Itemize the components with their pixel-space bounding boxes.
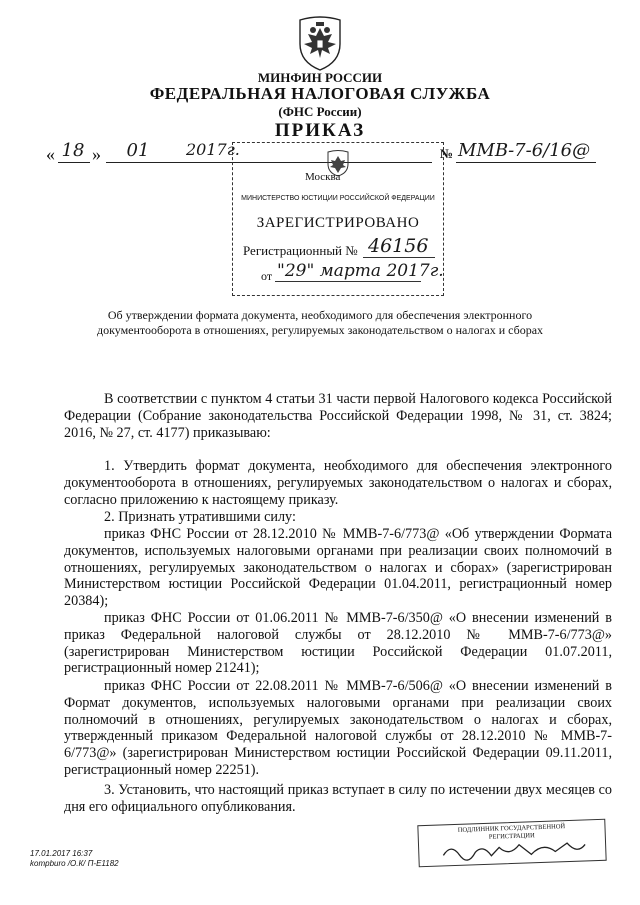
ministry-name: МИНФИН РОССИИ [257, 70, 383, 85]
stamp-city: Москва [305, 171, 341, 183]
print-timestamp: 17.01.2017 16:37 [30, 849, 93, 858]
file-reference: kompburo /О.К/ П-Е1182 [30, 859, 119, 868]
preamble-paragraph: В соответствии с пунктом 4 статьи 31 части первой Налогового кодекса Российской Федерации (Собрание законодательства Российской Федерации 1998, № 31, ст. 3824; 2016, № 27, ст. 4177) приказываю: [64, 391, 612, 441]
service-abbreviation: (ФНС России) [278, 104, 362, 119]
signature-scribble [439, 836, 590, 863]
registration-stamp [232, 142, 444, 296]
close-quote: » [92, 144, 101, 164]
original-registration-stamp [417, 819, 606, 868]
stamp-reg-label: Регистрационный № [243, 243, 358, 258]
original-stamp-line-1: ПОДЛИННИК ГОСУДАРСТВЕННОЙ [457, 823, 566, 834]
repealed-order-2: приказ ФНС России от 01.06.2011 № ММВ-7-6/350@ «О внесении изменений в приказ Федеральной налоговой службы от 28.12.2010 № ММВ-7-6/773@» (зарегистрирован Министерством юстиции Российской Федерации 01.07.2011, регистрационный номер 21241); [64, 610, 612, 677]
clause-2-intro: 2. Признать утратившими силу: [104, 509, 296, 525]
open-quote: « [46, 144, 55, 164]
order-day: 18 [61, 140, 85, 161]
order-number: ММВ-7-6/16@ [458, 140, 591, 161]
order-number-label: № [440, 146, 454, 161]
stamp-date-prefix: от [261, 269, 273, 283]
order-title-line-1: Об утверждении формата документа, необходимого для обеспечения электронного [107, 308, 533, 322]
coat-of-arms-emblem [294, 14, 346, 72]
document-type: ПРИКАЗ [274, 120, 366, 141]
stamp-status: ЗАРЕГИСТРИРОВАНО [256, 215, 420, 231]
stamp-ministry: МИНИСТЕРСТВО ЮСТИЦИИ РОССИЙСКОЙ ФЕДЕРАЦИИ [241, 195, 435, 202]
stamp-reg-number: 46156 [368, 235, 429, 257]
repealed-order-3: приказ ФНС России от 22.08.2011 № ММВ-7-6/506@ «О внесении изменений в Формат документов, используемых налоговыми органами при реализации своих полномочий в отношениях, регулируемых законодательством о налогах и сборах, утвержденный приказом Федеральной налоговой службы от 28.12.2010 № ММВ-7-6/773@» (зарегистрирован Министерством юстиции Российской Федерации 09.11.2011, регистрационный номер 22251). [64, 678, 612, 778]
order-year: 2017г. [186, 140, 240, 159]
stamp-date-value: "29" марта 2017г. [277, 261, 444, 281]
order-month: 01 [126, 140, 150, 161]
original-stamp-line-2: РЕГИСТРАЦИИ [488, 832, 535, 841]
clause-1: 1. Утвердить формат документа, необходимого для обеспечения электронного документооборота в отношениях, регулируемых законодательством о налогах и сборах, согласно приложению к настоящему приказу. [64, 458, 612, 508]
service-name: ФЕДЕРАЛЬНАЯ НАЛОГОВАЯ СЛУЖБА [149, 84, 491, 103]
repealed-order-1: приказ ФНС России от 28.12.2010 № ММВ-7-6/773@ «Об утверждении Формата документов, используемых налоговыми органами при реализации своих полномочий в отношениях, регулируемых законодательством о налогах и сборах» (зарегистрирован Министерством юстиции Российской Федерации 01.04.2011, регистрационный номер 20384); [64, 526, 612, 610]
clause-3: 3. Установить, что настоящий приказ вступает в силу по истечении двух месяцев со дня его официального опубликования. [64, 782, 612, 815]
order-title-line-2: документооборота в отношениях, регулируемых законодательством о налогах и сборах [96, 323, 544, 337]
